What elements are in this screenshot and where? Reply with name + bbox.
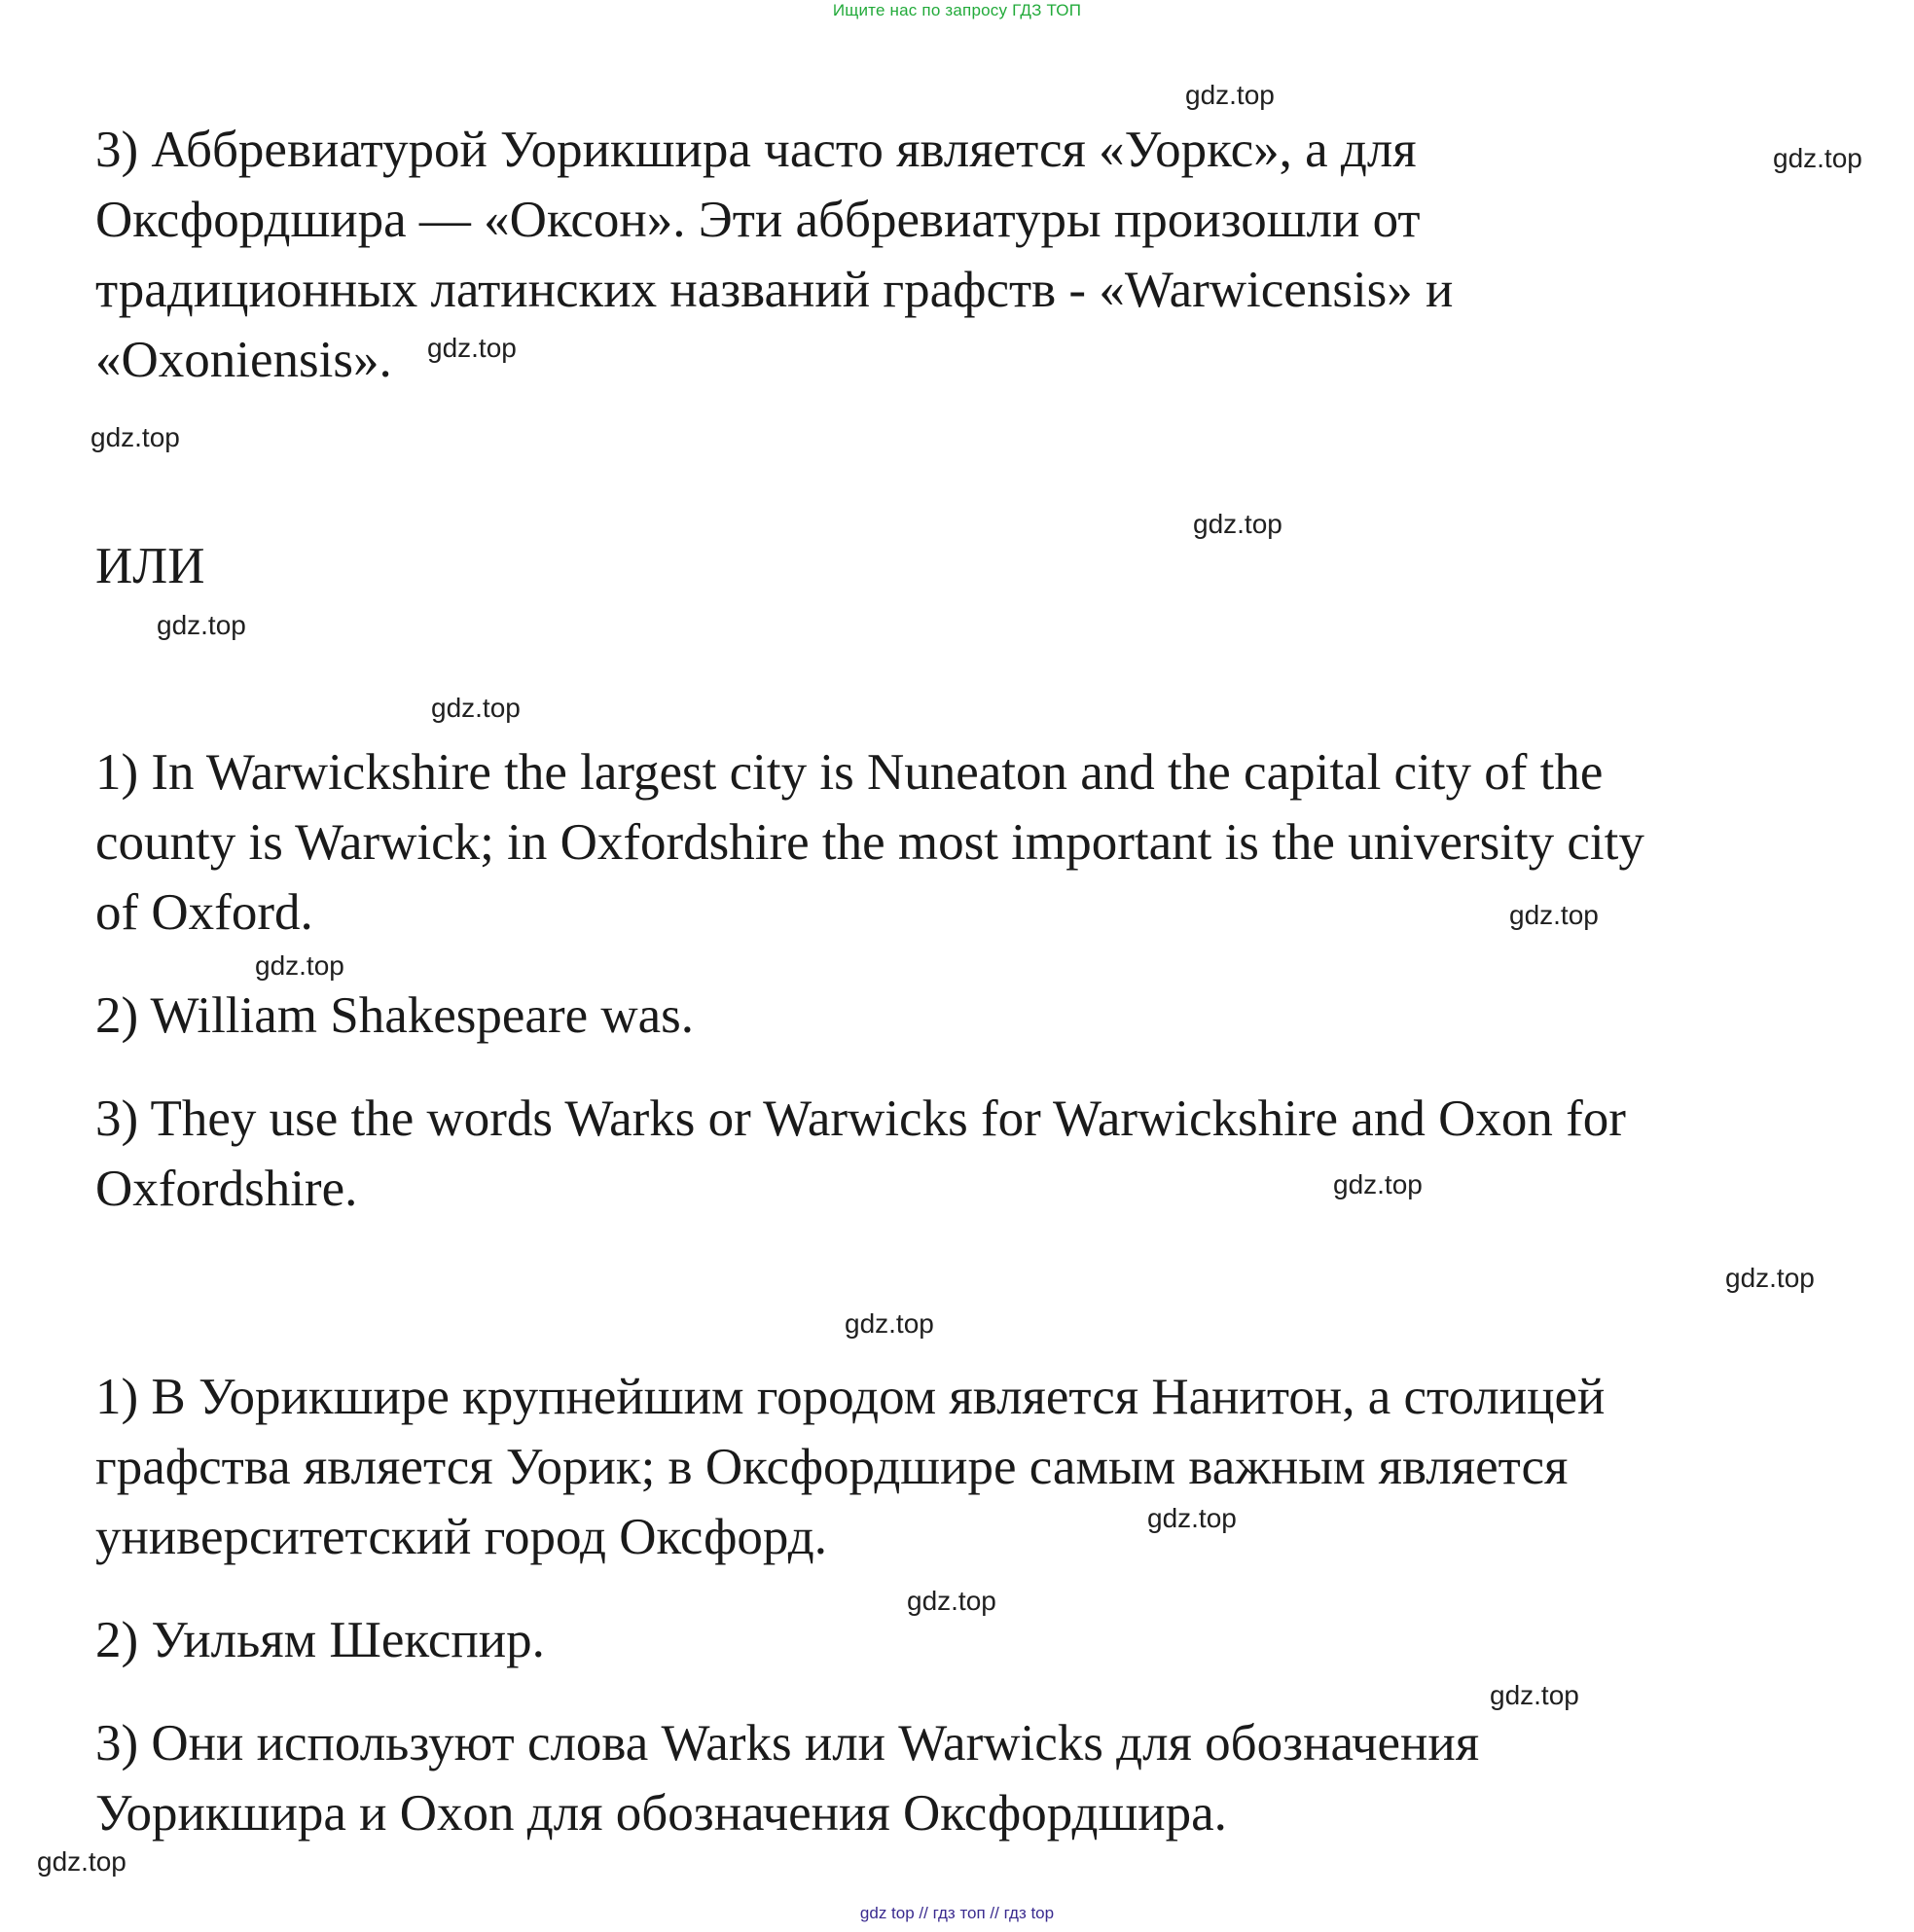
watermark: gdz.top [907, 1586, 996, 1616]
ru-item-2: 2) Уильям Шекспир. [95, 1612, 545, 1668]
watermark: gdz.top [427, 333, 517, 363]
ru-part-item-3-line-3: традиционных латинских названий графств - «Warwicensis» и [95, 262, 1454, 318]
watermark: gdz.top [1490, 1680, 1579, 1710]
or-separator: ИЛИ [95, 538, 205, 594]
watermark: gdz.top [1333, 1169, 1423, 1199]
watermark: gdz.top [1147, 1503, 1237, 1533]
watermark: gdz.top [90, 422, 180, 452]
ru-item-3-line-2: Уорикшира и Oxon для обозначения Оксфордшира. [95, 1785, 1227, 1842]
watermark: gdz.top [1193, 509, 1282, 539]
watermark: gdz.top [1773, 143, 1862, 173]
en-item-2: 2) William Shakespeare was. [95, 987, 695, 1044]
watermark: gdz.top [1509, 900, 1599, 930]
watermark: gdz.top [1725, 1263, 1815, 1293]
en-item-1-line-3: of Oxford. [95, 884, 313, 941]
en-item-1-line-2: county is Warwick; in Oxfordshire the most important is the university city [95, 814, 1644, 871]
ru-item-1-line-1: 1) В Уорикшире крупнейшим городом является Нанитон, а столицей [95, 1369, 1606, 1425]
en-item-3-line-2: Oxfordshire. [95, 1161, 358, 1217]
en-item-3-line-1: 3) They use the words Warks or Warwicks for Warwickshire and Oxon for [95, 1091, 1626, 1147]
ru-item-3-line-1: 3) Они используют слова Warks или Warwicks для обозначения [95, 1715, 1480, 1771]
watermark: gdz.top [255, 950, 344, 981]
ru-item-1-line-2: графства является Уорик; в Оксфордшире самым важным является [95, 1439, 1569, 1495]
watermark: gdz.top [1185, 80, 1275, 110]
ru-part-item-3-line-1: 3) Аббревиатурой Уорикшира часто является «Уоркс», а для [95, 122, 1417, 178]
en-item-1-line-1: 1) In Warwickshire the largest city is Nuneaton and the capital city of the [95, 744, 1604, 801]
watermark: gdz.top [845, 1308, 934, 1339]
ru-item-1-line-3: университетский город Оксфорд. [95, 1509, 827, 1565]
ru-part-item-3-line-4: «Oxoniensis». [95, 332, 392, 388]
watermark: gdz.top [431, 693, 521, 723]
top-search-banner: Ищите нас по запросу ГДЗ ТОП [832, 1, 1082, 19]
watermark: gdz.top [157, 610, 246, 640]
ru-part-item-3-line-2: Оксфордшира — «Оксон». Эти аббревиатуры произошли от [95, 192, 1421, 248]
footer-watermark: gdz top // гдз топ // гдз top [859, 1904, 1055, 1922]
watermark: gdz.top [37, 1846, 126, 1877]
